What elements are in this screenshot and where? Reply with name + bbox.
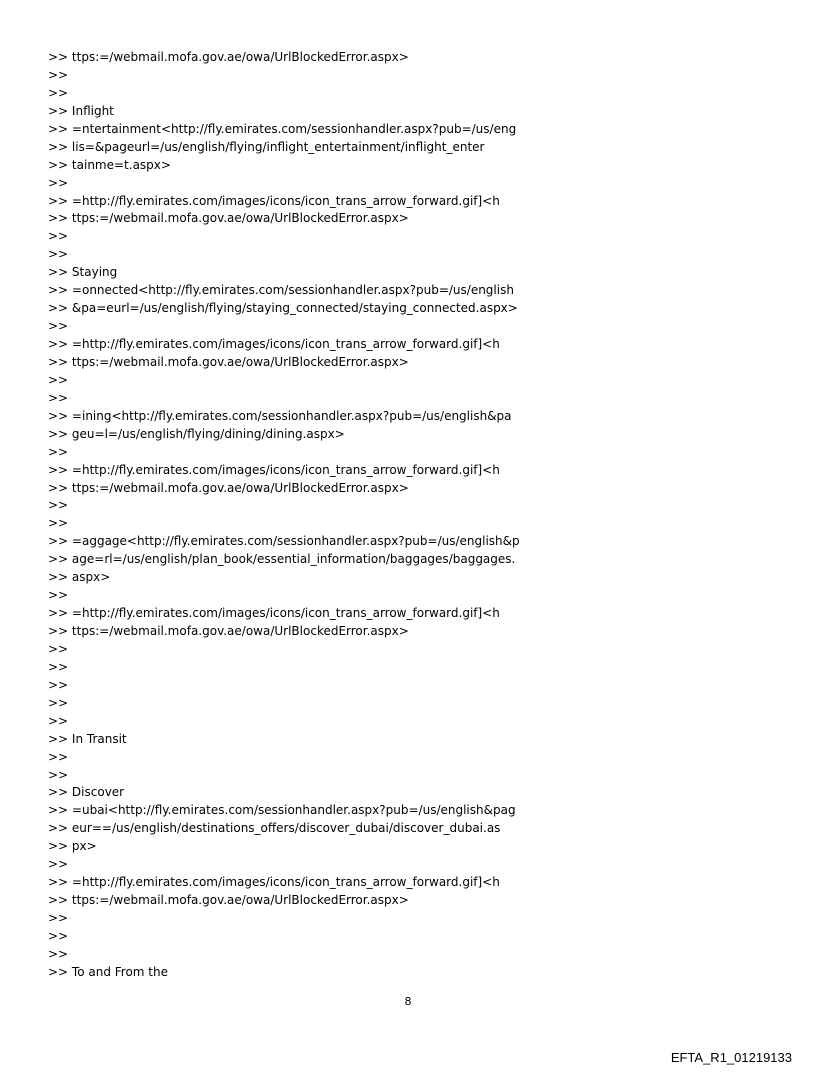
text-line: >>	[48, 588, 69, 603]
text-line: >>	[48, 175, 69, 190]
text-line: >>	[48, 319, 69, 334]
text-line: >>	[48, 749, 69, 764]
text-line: >> aspx>	[48, 570, 111, 585]
text-line: >>	[48, 928, 69, 943]
text-line: >> =http://fly.emirates.com/images/icons/icon_trans_arrow_forward.gif]<h	[48, 337, 500, 351]
text-line: >> To and From the	[48, 964, 168, 979]
text-line: >> geu=l=/us/english/flying/dining/dining.aspx>	[48, 426, 345, 441]
text-line: >> ttps:=/webmail.mofa.gov.ae/owa/UrlBlockedError.aspx>	[48, 211, 409, 226]
text-line: >> =http://fly.emirates.com/images/icons/icon_trans_arrow_forward.gif]<h	[48, 606, 500, 621]
text-line: >> px>	[48, 839, 97, 854]
text-line: >> tainme=t.aspx>	[48, 157, 171, 172]
text-line: >>	[48, 911, 69, 925]
text-line: >>	[48, 229, 69, 244]
text-line: >>	[48, 713, 69, 728]
text-line: >> =onnected<http://fly.emirates.com/sessionhandler.aspx?pub=/us/english	[48, 283, 514, 298]
text-line: >> ttps:=/webmail.mofa.gov.ae/owa/UrlBlockedError.aspx>	[48, 480, 409, 495]
text-line: >> ttps:=/webmail.mofa.gov.ae/owa/UrlBlockedError.aspx>	[48, 354, 409, 369]
text-line: >> =http://fly.emirates.com/images/icons/icon_trans_arrow_forward.gif]<h	[48, 462, 500, 477]
text-line: >> =http://fly.emirates.com/images/icons/icon_trans_arrow_forward.gif]<h	[48, 193, 500, 208]
text-line: >>	[48, 85, 69, 100]
text-line: >>	[48, 516, 69, 531]
text-line: >>	[48, 390, 69, 405]
text-line: >> ttps:=/webmail.mofa.gov.ae/owa/UrlBlockedError.aspx>	[48, 50, 409, 64]
text-line: >> &pa=eurl=/us/english/flying/staying_connected/staying_connected.aspx>	[48, 301, 518, 316]
text-line: >> eur==/us/english/destinations_offers/discover_dubai/discover_dubai.as	[48, 821, 501, 836]
text-line: >> =aggage<http://fly.emirates.com/sessionhandler.aspx?pub=/us/english&p	[48, 534, 520, 549]
text-line: >>	[48, 659, 69, 674]
text-line: >> Discover	[48, 785, 125, 800]
page-number: 8	[404, 995, 412, 1008]
text-line: >> =ining<http://fly.emirates.com/sessionhandler.aspx?pub=/us/english&pa	[48, 408, 512, 423]
text-line: >> =http://fly.emirates.com/images/icons/icon_trans_arrow_forward.gif]<h	[48, 875, 500, 890]
text-line: >> In Transit	[48, 731, 127, 746]
text-line: >> =ubai<http://fly.emirates.com/sessionhandler.aspx?pub=/us/english&pag	[48, 803, 516, 818]
text-line: >> Staying	[48, 265, 118, 280]
text-line: >>	[48, 677, 69, 692]
text-line: >> ttps:=/webmail.mofa.gov.ae/owa/UrlBlockedError.aspx>	[48, 893, 409, 908]
text-line: >>	[48, 247, 69, 262]
email-body-text	[48, 49, 520, 982]
text-line: >>	[48, 444, 69, 459]
text-line: >> =ntertainment<http://fly.emirates.com/sessionhandler.aspx?pub=/us/eng	[48, 121, 517, 136]
text-line: >>	[48, 641, 69, 656]
text-line: >> lis=&pageurl=/us/english/flying/inflight_entertainment/inflight_enter	[48, 139, 485, 154]
text-line: >> ttps:=/webmail.mofa.gov.ae/owa/UrlBlockedError.aspx>	[48, 624, 409, 638]
text-line: >>	[48, 372, 69, 387]
bates-number: EFTA_R1_01219133	[670, 1050, 792, 1065]
text-line: >>	[48, 498, 69, 513]
text-line: >>	[48, 695, 69, 710]
text-line: >> Inflight	[48, 103, 114, 118]
text-line: >>	[48, 67, 69, 82]
text-line: >>	[48, 857, 69, 872]
text-line: >>	[48, 946, 69, 961]
text-line: >> age=rl=/us/english/plan_book/essential_information/baggages/baggages.	[48, 552, 516, 567]
text-line: >>	[48, 767, 69, 782]
